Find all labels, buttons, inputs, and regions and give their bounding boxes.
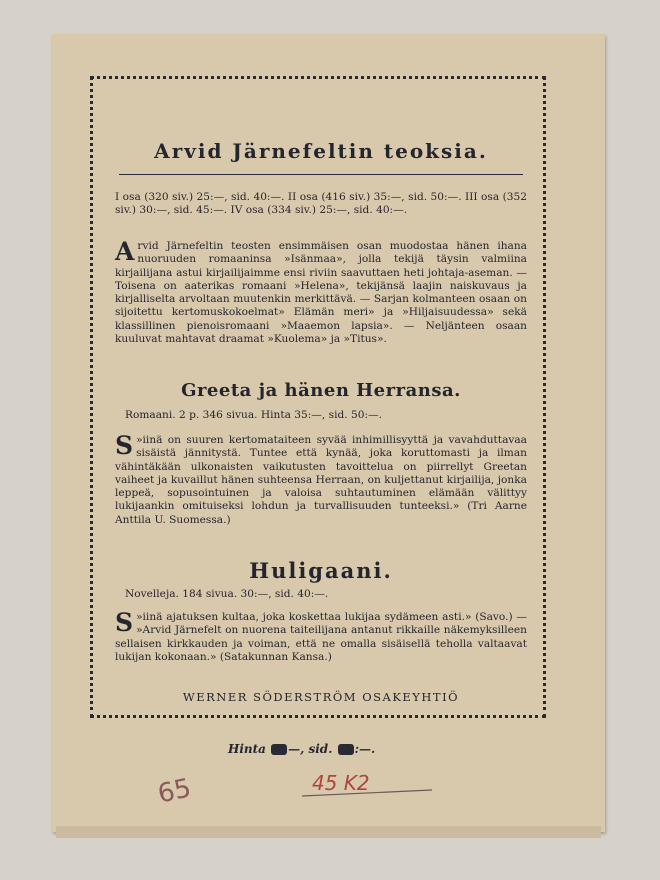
drop-cap: S xyxy=(115,608,134,637)
handwritten-number: 65 xyxy=(155,773,194,810)
volumes-price-list: I osa (320 siv.) 25:—, sid. 40:—. II osa (416 siv.) 35:—, sid. 50:—. III osa (352 siv.) 30:—, sid. 45:—. IV osa (334 siv.) 25:—, sid. 40:—. xyxy=(115,191,527,217)
price-mid: —, sid. xyxy=(288,742,333,756)
drop-cap: A xyxy=(115,237,135,266)
huligaani-review xyxy=(115,608,527,664)
huligaani-meta: Novelleja. 184 sivua. 30:—, sid. 40:—. xyxy=(125,588,329,600)
description-text: rvid Järnefeltin teosten ensimmäisen osan muodostaa hänen ihana nuoruuden romaaninsa »Isänmaa», jolla tekijä täysin valmiina kirjailijana astui kirjailijaimme ensi riviin saavuttaen heti johtaja-aseman. — Toisena on aaterikas romaani »Helena», tekijänsä laajin naiskuvaus ja kirjalliselta arvoltaan muutenkin merkittävä. — Sarjan kolmanteen osaan on sijoitettu kertomuskokoelmat» Elämän meri» ja »Hiljaisuudessa» sekä klassillinen pienoisromaani »Maaemon lapsia». — Neljänteen osaan kuuluvat mahtavat draamat »Kuolema» ja »Titus». xyxy=(115,240,527,346)
huligaani-review-text: »iinä ajatuksen kultaa, joka koskettaa lukijaa sydämeen asti.» (Savo.) — »Arvid Järnefelt on nuorena taiteilijana antanut rikkaille näkemyksilleen sellaisen kirkkauden ja voiman, että ne omalla sisäisellä teholla valtaavat lukijan kokonaan.» (Satakunnan Kansa.) xyxy=(115,611,527,663)
handwritten-price-mark: 45 K2 xyxy=(312,771,370,795)
page-title: Arvid Järnefeltin teoksia. xyxy=(154,139,488,163)
greeta-review-text: »iinä on suuren kertomataiteen syvää inhimillisyyttä ja vavahduttavaa sisäistä jännitystä. Tuntee että kynää, joka koruttomasti ja ilman vähintäkään ulkonaisten vaikutusten tavoittelua on piirrellyt Greetan vaiheet ja kuvaillut hänen suhteensa Herraan, on kuljettanut kirjailija, jonka leppeä, sopusointuinen ja valoisa suhtautuminen elämään välittyy lukijaankin omituiseksi lohdun ja turvallisuuden tunteeksi.» (Tri Aarne Anttila U. Suomessa.) xyxy=(115,434,527,526)
title-divider xyxy=(119,174,523,175)
price-label: Hinta xyxy=(228,742,266,756)
drop-cap: S xyxy=(115,431,134,460)
book-edge xyxy=(56,826,601,838)
huligaani-title: Huligaani. xyxy=(249,558,393,583)
publisher-name: WERNER SÖDERSTRÖM OSAKEYHTIÖ xyxy=(182,690,460,704)
greeta-meta: Romaani. 2 p. 346 sivua. Hinta 35:—, sid. 50:—. xyxy=(125,409,382,421)
works-description xyxy=(115,237,527,346)
price-end: :—. xyxy=(354,742,376,756)
greeta-review xyxy=(115,431,527,527)
dotted-frame xyxy=(90,76,546,718)
pencil-handwriting xyxy=(152,752,452,812)
greeta-title: Greeta ja hänen Herransa. xyxy=(181,380,461,401)
